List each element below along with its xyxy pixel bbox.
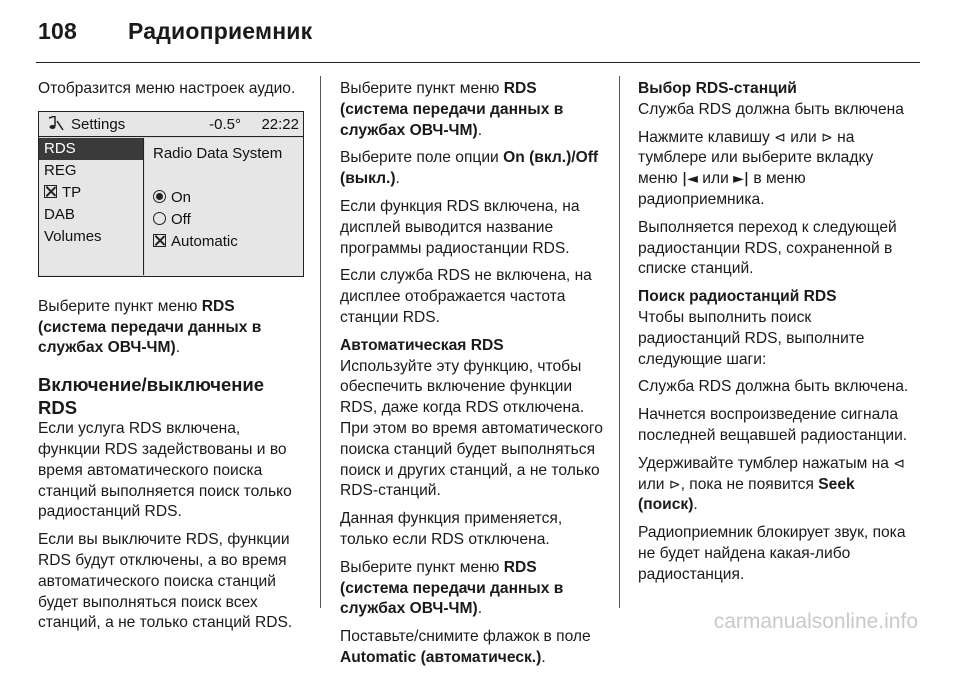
option-off: Off — [153, 210, 191, 231]
paragraph: Если служба RDS не включена, на дисплее отображается частота станции RDS. — [340, 267, 592, 326]
checkbox-checked-icon — [44, 185, 57, 198]
seek-right-icon: ⊳ — [668, 476, 681, 493]
next-track-icon: ►| — [733, 171, 750, 188]
paragraph: Используйте эту функцию, чтобы обеспечить включение функции RDS, даже когда RDS отключена. При этом во время автоматического поиска станций будет выполняться поиск и других станций, а не только RDS-станций. — [340, 357, 603, 500]
menu-item-reg: REG — [44, 161, 77, 179]
screen-title: Settings — [71, 115, 126, 133]
paragraph: Поставьте/снимите флажок в поле Automatic (автоматическ.). — [340, 628, 591, 666]
page-number: 108 — [38, 18, 77, 44]
menu-item-dab: DAB — [44, 205, 75, 223]
option-automatic: Automatic — [153, 232, 238, 253]
column-divider — [320, 76, 321, 608]
column-3 — [638, 79, 912, 593]
paragraph: Служба RDS должна быть включена. — [638, 378, 909, 396]
screen-temperature: -0.5° — [209, 115, 241, 133]
paragraph: Выполняется переход к следующей радиостанции RDS, сохраненной в списке станций. — [638, 218, 897, 278]
paragraph: Выберите поле опции On (вкл.)/Off (выкл.). — [340, 149, 599, 188]
seek-right-icon: ⊳ — [821, 129, 833, 146]
option-on: On — [153, 188, 191, 209]
paragraph: Если услуга RDS включена, функции RDS задействованы и во время автоматического поиска станций выполняется поиск только радиостанций RDS. — [38, 420, 292, 521]
column-divider — [619, 76, 620, 608]
column-2 — [340, 79, 608, 676]
intro-text: Отобразится меню настроек аудио. — [38, 80, 296, 97]
section-heading: Включение/выключение RDS — [38, 374, 265, 419]
panel-title: Radio Data System — [153, 144, 283, 162]
menu-item-rds: RDS — [39, 138, 143, 160]
subsection-heading: Выбор RDS-станций — [638, 80, 797, 97]
paragraph: Выберите пункт меню RDS (система передачи данных в службах ОВЧ-ЧМ). — [340, 558, 564, 618]
screen-titlebar — [39, 112, 303, 137]
subsection-heading: Автоматическая RDS — [340, 336, 504, 354]
previous-track-icon: |◄ — [682, 171, 698, 188]
watermark: carmanualsonline.info — [713, 610, 918, 633]
paragraph: Данная функция применяется, только если RDS отключена. — [340, 510, 563, 548]
page-header — [38, 18, 312, 45]
header-rule — [36, 62, 920, 63]
paragraph: Чтобы выполнить поиск радиостанций RDS, выполните следующие шаги: — [638, 308, 865, 368]
paragraph: Радиоприемник блокирует звук, пока не будет найдена какая-либо радиостанция. — [638, 524, 906, 583]
screen-clock: 22:22 — [261, 115, 299, 133]
paragraph: Служба RDS должна быть включена — [638, 100, 904, 118]
checkbox-checked-icon — [153, 234, 166, 247]
seek-left-icon: ⊲ — [893, 455, 906, 472]
radio-empty-icon — [153, 212, 166, 225]
menu-item-volumes: Volumes — [44, 227, 102, 245]
column-1 — [38, 79, 306, 641]
settings-screen-illustration — [38, 111, 304, 277]
screen-panel — [145, 138, 303, 276]
seek-left-icon: ⊲ — [774, 129, 786, 146]
subsection-heading: Поиск радиостанций RDS — [638, 288, 837, 306]
paragraph: Выберите пункт меню RDS (система передачи данных в службах ОВЧ-ЧМ). — [38, 297, 262, 357]
menu-item-tp: TP — [39, 182, 143, 204]
music-note-icon — [45, 116, 65, 139]
paragraph: Нажмите клавишу ⊲ или ⊳ на тумблере или выберите вкладку меню |◄ или ►| в меню радиоприемника. — [638, 128, 874, 208]
paragraph: Выберите пункт меню RDS (система передачи данных в службах ОВЧ-ЧМ). — [340, 80, 564, 139]
page-title: Радиоприемник — [128, 18, 313, 44]
paragraph: Начнется воспроизведение сигнала последней вещавшей радиостанции. — [638, 406, 908, 444]
radio-selected-icon — [153, 190, 166, 203]
paragraph: Если вы выключите RDS, функции RDS будут отключены, а во время автоматического поиска станций будет выполняться поиск всех станций, а не только станций RDS. — [38, 531, 293, 632]
paragraph: Если функция RDS включена, на дисплей выводится название программы радиостанции RDS. — [340, 197, 580, 257]
screen-menu — [39, 138, 144, 275]
paragraph: Удерживайте тумблер нажатым на ⊲ или ⊳, пока не появится Seek (поиск). — [638, 454, 906, 514]
